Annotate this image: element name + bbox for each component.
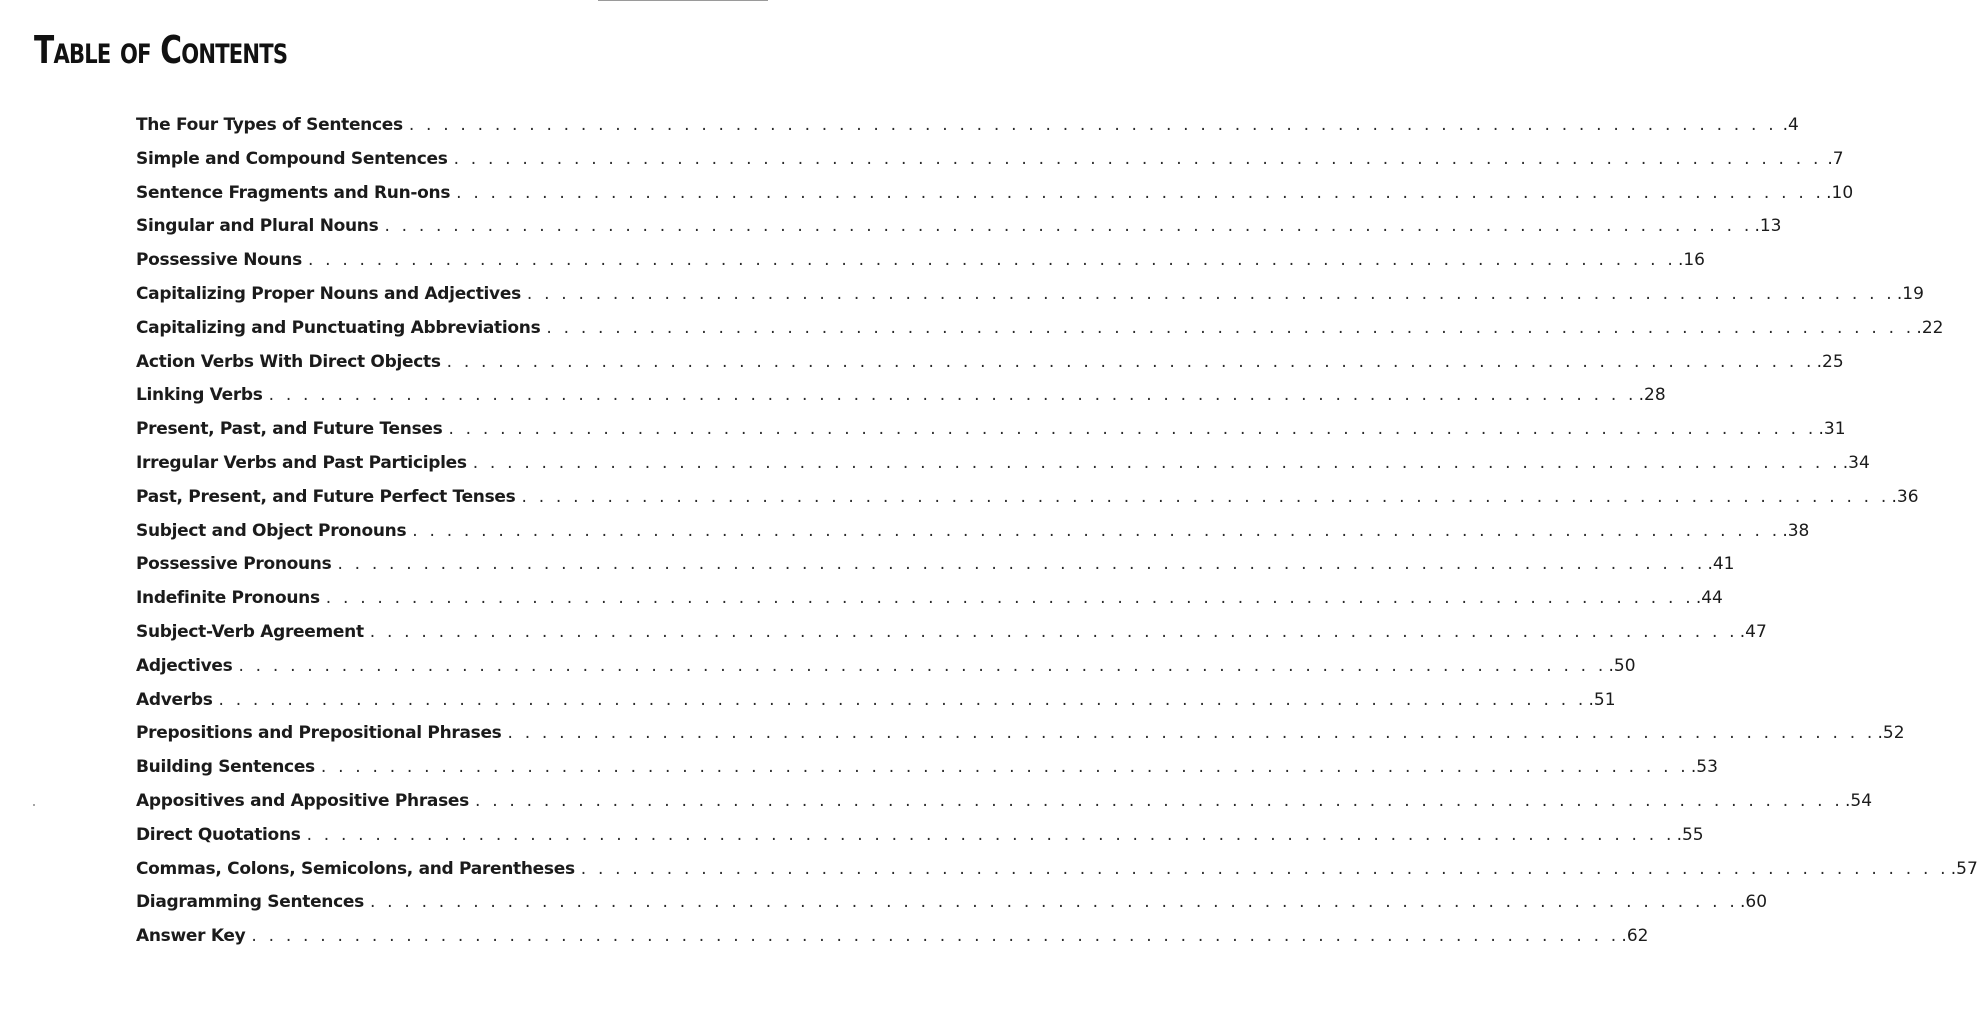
toc-entry	[136, 110, 1799, 144]
dot-leader: . . . . . . . . . . . . . . . . . . . . . . . . . . . . . . . . . . . . . . . . . . . . . . . . . . . . . . . . . . . . . . . . . . . . . . . . . . . . . . . .	[384, 216, 1753, 237]
toc-entry-page-number: .50	[1608, 655, 1636, 676]
toc-entry-title: Answer Key	[136, 926, 246, 947]
toc-entry-page-number: .51	[1588, 689, 1616, 710]
scan-speck	[33, 804, 35, 806]
toc-entry	[136, 685, 1616, 719]
toc-entry	[136, 144, 1844, 178]
dot-leader: . . . . . . . . . . . . . . . . . . . . . . . . . . . . . . . . . . . . . . . . . . . . . . . . . . . . . . . . . . . . . . . . . . . . . . . . . . . . . . . .	[521, 486, 1890, 507]
toc-entry-title: Action Verbs With Direct Objects	[136, 351, 441, 372]
toc-entry-title: Possessive Nouns	[136, 250, 302, 271]
toc-entry	[136, 718, 1905, 752]
toc-entry	[136, 549, 1735, 583]
dot-leader: . . . . . . . . . . . . . . . . . . . . . . . . . . . . . . . . . . . . . . . . . . . . . . . . . . . . . . . . . . . . . . . . . . . . . . . . . . . . . . . .	[337, 554, 1706, 575]
toc-entry	[136, 178, 1854, 212]
dot-leader: . . . . . . . . . . . . . . . . . . . . . . . . . . . . . . . . . . . . . . . . . . . . . . . . . . . . . . . . . . . . . . . . . . . . . . . . . . . . . . . .	[320, 757, 1689, 778]
dot-leader: . . . . . . . . . . . . . . . . . . . . . . . . . . . . . . . . . . . . . . . . . . . . . . . . . . . . . . . . . . . . . . . . . . . . . . . . . . . . . . . .	[546, 317, 1915, 338]
page-title: Table of Contents	[34, 28, 288, 72]
dot-leader: . . . . . . . . . . . . . . . . . . . . . . . . . . . . . . . . . . . . . . . . . . . . . . . . . . . . . . . . . . . . . . . . . . . . . . . . . . . . . . . .	[238, 655, 1607, 676]
toc-entry-page-number: .55	[1676, 824, 1704, 845]
dot-leader: . . . . . . . . . . . . . . . . . . . . . . . . . . . . . . . . . . . . . . . . . . . . . . . . . . . . . . . . . . . . . . . . . . . . . . . . . . . . . . . .	[412, 520, 1781, 541]
toc-entry	[136, 279, 1924, 313]
toc-entry-title: Adjectives	[136, 655, 233, 676]
toc-entry	[136, 583, 1723, 617]
dot-leader: . . . . . . . . . . . . . . . . . . . . . . . . . . . . . . . . . . . . . . . . . . . . . . . . . . . . . . . . . . . . . . . . . . . . . . . . . . . . . . . .	[307, 250, 1676, 271]
toc-entry-page-number: .13	[1754, 216, 1782, 237]
dot-leader: . . . . . . . . . . . . . . . . . . . . . . . . . . . . . . . . . . . . . . . . . . . . . . . . . . . . . . . . . . . . . . . . . . . . . . . . . . . . . . . .	[218, 689, 1587, 710]
toc-entry-title: Prepositions and Prepositional Phrases	[136, 723, 502, 744]
toc-entry-title: Appositives and Appositive Phrases	[136, 790, 469, 811]
toc-entry-title: Present, Past, and Future Tenses	[136, 419, 443, 440]
dot-leader: . . . . . . . . . . . . . . . . . . . . . . . . . . . . . . . . . . . . . . . . . . . . . . . . . . . . . . . . . . . . . . . . . . . . . . . . . . . . . . . .	[580, 858, 1949, 879]
toc-entry-title: Indefinite Pronouns	[136, 588, 320, 609]
toc-entry	[136, 921, 1649, 955]
toc-entry-title: Diagramming Sentences	[136, 892, 364, 913]
toc-entry-page-number: .52	[1877, 723, 1905, 744]
toc-entry-page-number: .31	[1818, 419, 1846, 440]
toc-entry-page-number: .34	[1842, 452, 1870, 473]
toc-entry-page-number: .53	[1690, 757, 1718, 778]
dot-leader: . . . . . . . . . . . . . . . . . . . . . . . . . . . . . . . . . . . . . . . . . . . . . . . . . . . . . . . . . . . . . . . . . . . . . . . . . . . . . . . .	[369, 892, 1738, 913]
toc-entry-page-number: .28	[1638, 385, 1666, 406]
toc-entry	[136, 448, 1870, 482]
dot-leader: . . . . . . . . . . . . . . . . . . . . . . . . . . . . . . . . . . . . . . . . . . . . . . . . . . . . . . . . . . . . . . . . . . . . . . . . . . . . . . . .	[453, 148, 1822, 169]
dot-leader: . . . . . . . . . . . . . . . . . . . . . . . . . . . . . . . . . . . . . . . . . . . . . . . . . . . . . . . . . . . . . . . . . . . . . . . . . . . . . . . .	[408, 115, 1777, 135]
toc-entry	[136, 854, 1978, 888]
dot-leader: . . . . . . . . . . . . . . . . . . . . . . . . . . . . . . . . . . . . . . . . . . . . . . . . . . . . . . . . . . . . . . . . . . . . . . . . . . . . . . . .	[251, 926, 1620, 947]
toc-entry	[136, 752, 1718, 786]
dot-leader: . . . . . . . . . . . . . . . . . . . . . . . . . . . . . . . . . . . . . . . . . . . . . . . . . . . . . . . . . . . . . . . . . . . . . . . . . . . . . . . .	[325, 588, 1694, 609]
toc-entry-page-number: .25	[1816, 351, 1844, 372]
toc-entry-title: Subject-Verb Agreement	[136, 621, 364, 642]
toc-entry	[136, 516, 1810, 550]
toc-entry-page-number: .57	[1950, 858, 1978, 879]
toc-entry	[136, 380, 1666, 414]
toc-entry-title: Adverbs	[136, 689, 213, 710]
toc-entry-page-number: .60	[1739, 892, 1768, 913]
toc-entry-title: Linking Verbs	[136, 385, 263, 406]
toc-entry-page-number: .4	[1782, 115, 1799, 135]
table-of-contents-list	[136, 110, 1978, 955]
toc-entry-title: Commas, Colons, Semicolons, and Parentheses	[136, 858, 575, 879]
toc-entry-page-number: .38	[1782, 520, 1810, 541]
toc-entry-title: Past, Present, and Future Perfect Tenses	[136, 486, 516, 507]
toc-entry-page-number: .16	[1677, 250, 1705, 271]
toc-entry	[136, 482, 1919, 516]
toc-entry-page-number: .22	[1916, 317, 1944, 338]
toc-entry-title: Capitalizing Proper Nouns and Adjectives	[136, 283, 521, 304]
dot-leader: . . . . . . . . . . . . . . . . . . . . . . . . . . . . . . . . . . . . . . . . . . . . . . . . . . . . . . . . . . . . . . . . . . . . . . . . . . . . . . . .	[306, 824, 1675, 845]
toc-entry-title: Direct Quotations	[136, 824, 301, 845]
toc-entry-title: Building Sentences	[136, 757, 315, 778]
toc-entry-page-number: .36	[1891, 486, 1919, 507]
toc-entry-title: Subject and Object Pronouns	[136, 520, 407, 541]
top-edge-rule	[598, 0, 768, 1]
toc-entry-page-number: .62	[1621, 926, 1649, 947]
toc-entry-page-number: .19	[1896, 283, 1924, 304]
toc-entry-page-number: .54	[1845, 790, 1873, 811]
dot-leader: . . . . . . . . . . . . . . . . . . . . . . . . . . . . . . . . . . . . . . . . . . . . . . . . . . . . . . . . . . . . . . . . . . . . . . . . . . . . . . . .	[472, 452, 1841, 473]
dot-leader: . . . . . . . . . . . . . . . . . . . . . . . . . . . . . . . . . . . . . . . . . . . . . . . . . . . . . . . . . . . . . . . . . . . . . . . . . . . . . . . .	[526, 283, 1895, 304]
dot-leader: . . . . . . . . . . . . . . . . . . . . . . . . . . . . . . . . . . . . . . . . . . . . . . . . . . . . . . . . . . . . . . . . . . . . . . . . . . . . . . . .	[507, 723, 1876, 744]
dot-leader: . . . . . . . . . . . . . . . . . . . . . . . . . . . . . . . . . . . . . . . . . . . . . . . . . . . . . . . . . . . . . . . . . . . . . . . . . . . . . . . .	[456, 182, 1825, 203]
toc-entry	[136, 313, 1944, 347]
toc-entry-title: Capitalizing and Punctuating Abbreviations	[136, 317, 541, 338]
toc-entry-title: The Four Types of Sentences	[136, 115, 403, 135]
toc-entry	[136, 414, 1846, 448]
toc-entry-page-number: .41	[1707, 554, 1735, 575]
toc-entry	[136, 211, 1782, 245]
toc-entry-page-number: .7	[1827, 148, 1844, 169]
toc-entry	[136, 651, 1636, 685]
toc-entry	[136, 887, 1768, 921]
dot-leader: . . . . . . . . . . . . . . . . . . . . . . . . . . . . . . . . . . . . . . . . . . . . . . . . . . . . . . . . . . . . . . . . . . . . . . . . . . . . . . . .	[474, 790, 1843, 811]
toc-entry	[136, 347, 1844, 381]
toc-entry-title: Irregular Verbs and Past Participles	[136, 452, 467, 473]
toc-entry-page-number: .10	[1826, 182, 1854, 203]
dot-leader: . . . . . . . . . . . . . . . . . . . . . . . . . . . . . . . . . . . . . . . . . . . . . . . . . . . . . . . . . . . . . . . . . . . . . . . . . . . . . . . .	[268, 385, 1637, 406]
toc-entry-title: Sentence Fragments and Run-ons	[136, 182, 451, 203]
dot-leader: . . . . . . . . . . . . . . . . . . . . . . . . . . . . . . . . . . . . . . . . . . . . . . . . . . . . . . . . . . . . . . . . . . . . . . . . . . . . . . . .	[446, 351, 1815, 372]
toc-entry	[136, 245, 1705, 279]
toc-entry-page-number: .44	[1695, 588, 1723, 609]
dot-leader: . . . . . . . . . . . . . . . . . . . . . . . . . . . . . . . . . . . . . . . . . . . . . . . . . . . . . . . . . . . . . . . . . . . . . . . . . . . . . . . .	[369, 621, 1738, 642]
toc-entry-title: Possessive Pronouns	[136, 554, 332, 575]
toc-entry-page-number: .47	[1739, 621, 1767, 642]
toc-entry	[136, 617, 1767, 651]
toc-entry-title: Simple and Compound Sentences	[136, 148, 448, 169]
dot-leader: . . . . . . . . . . . . . . . . . . . . . . . . . . . . . . . . . . . . . . . . . . . . . . . . . . . . . . . . . . . . . . . . . . . . . . . . . . . . . . . .	[448, 419, 1817, 440]
toc-entry	[136, 820, 1704, 854]
toc-entry-title: Singular and Plural Nouns	[136, 216, 379, 237]
toc-entry	[136, 786, 1873, 820]
